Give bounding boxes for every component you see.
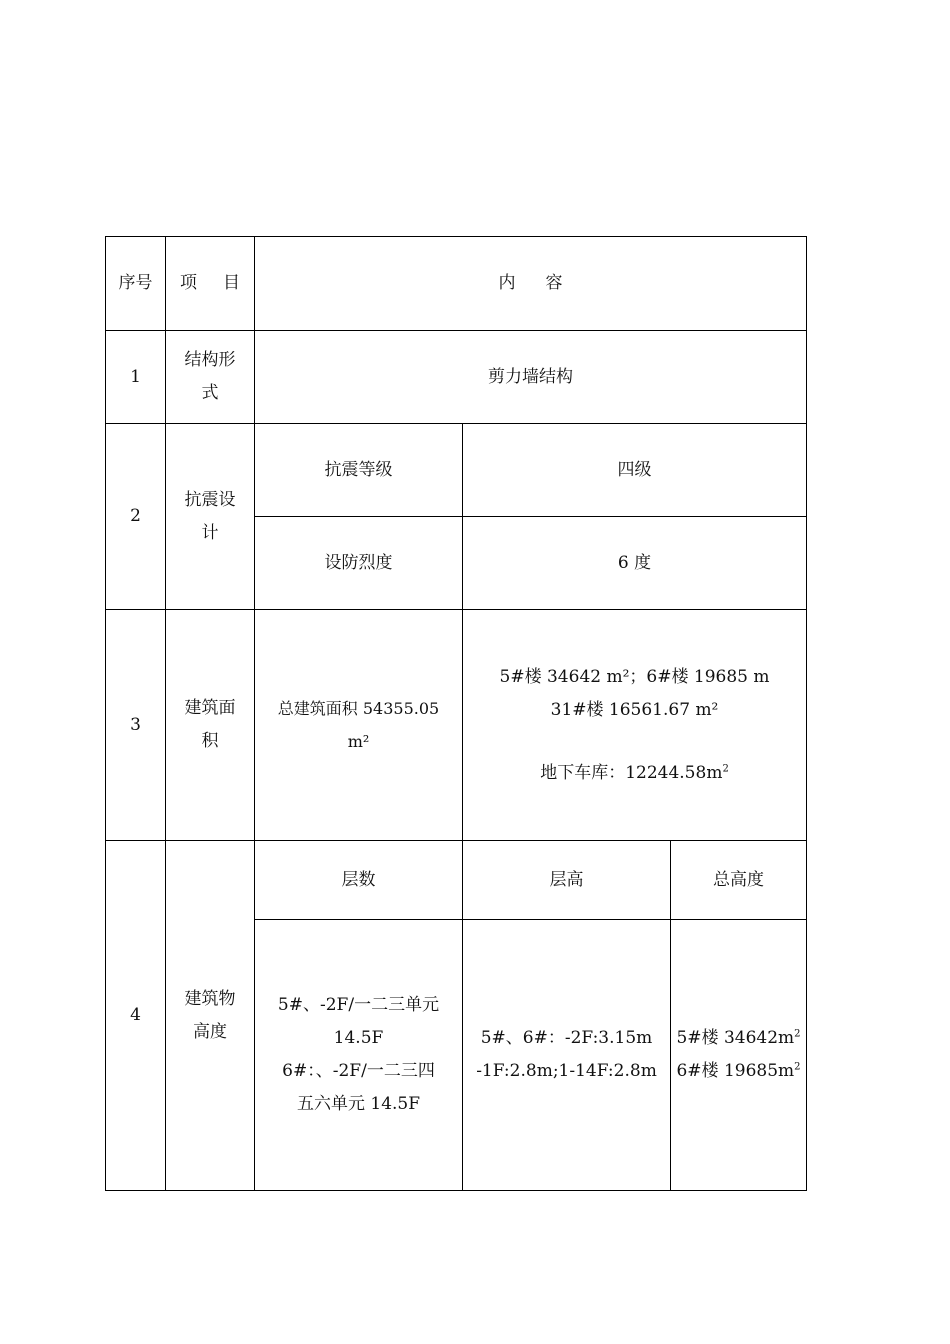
row1-no: 1 xyxy=(106,331,166,424)
row2-item: 抗震设 计 xyxy=(166,424,255,610)
seismic-grade-label: 抗震等级 xyxy=(255,424,463,517)
seismic-intensity-label: 设防烈度 xyxy=(255,517,463,610)
total-height-value: 5#楼 $34642m^2$ 6#楼 $19685m^2$ xyxy=(671,920,807,1191)
row-building-area xyxy=(106,610,807,841)
row2-no: 2 xyxy=(106,424,166,610)
header-item: 项 目 xyxy=(166,237,255,331)
area-breakdown: 5#楼 34642 m²；6#楼 19685 m 31#楼 16561.67 m² 地下车库：$12244.58m^2$ xyxy=(463,610,807,841)
row-seismic-grade xyxy=(106,424,807,517)
floors-value: 5#、-2F/一二三单元 14.5F 6#：、-2F/一二三四 五六单元 14.5F xyxy=(255,920,463,1191)
header-no: 序号 xyxy=(106,237,166,331)
row1-item: 结构形 式 xyxy=(166,331,255,424)
floors-header: 层数 xyxy=(255,841,463,920)
row3-item: 建筑面 积 xyxy=(166,610,255,841)
total-area-label: 总建筑面积 54355.05 m² xyxy=(255,610,463,841)
seismic-intensity-value: 6 度 xyxy=(463,517,807,610)
floor-height-header: 层高 xyxy=(463,841,671,920)
row1-content: 剪力墙结构 xyxy=(255,331,807,424)
total-height-header: 总高度 xyxy=(671,841,807,920)
project-spec-table xyxy=(105,236,807,1191)
row-height-headers xyxy=(106,841,807,920)
row3-no: 3 xyxy=(106,610,166,841)
row4-no: 4 xyxy=(106,841,166,1191)
row-structure xyxy=(106,331,807,424)
seismic-grade-value: 四级 xyxy=(463,424,807,517)
header-row xyxy=(106,237,807,331)
header-content: 内 容 xyxy=(255,237,807,331)
floor-height-value: 5#、6#：-2F:3.15m -1F:2.8m;1-14F:2.8m xyxy=(463,920,671,1191)
row4-item: 建筑物 高度 xyxy=(166,841,255,1191)
